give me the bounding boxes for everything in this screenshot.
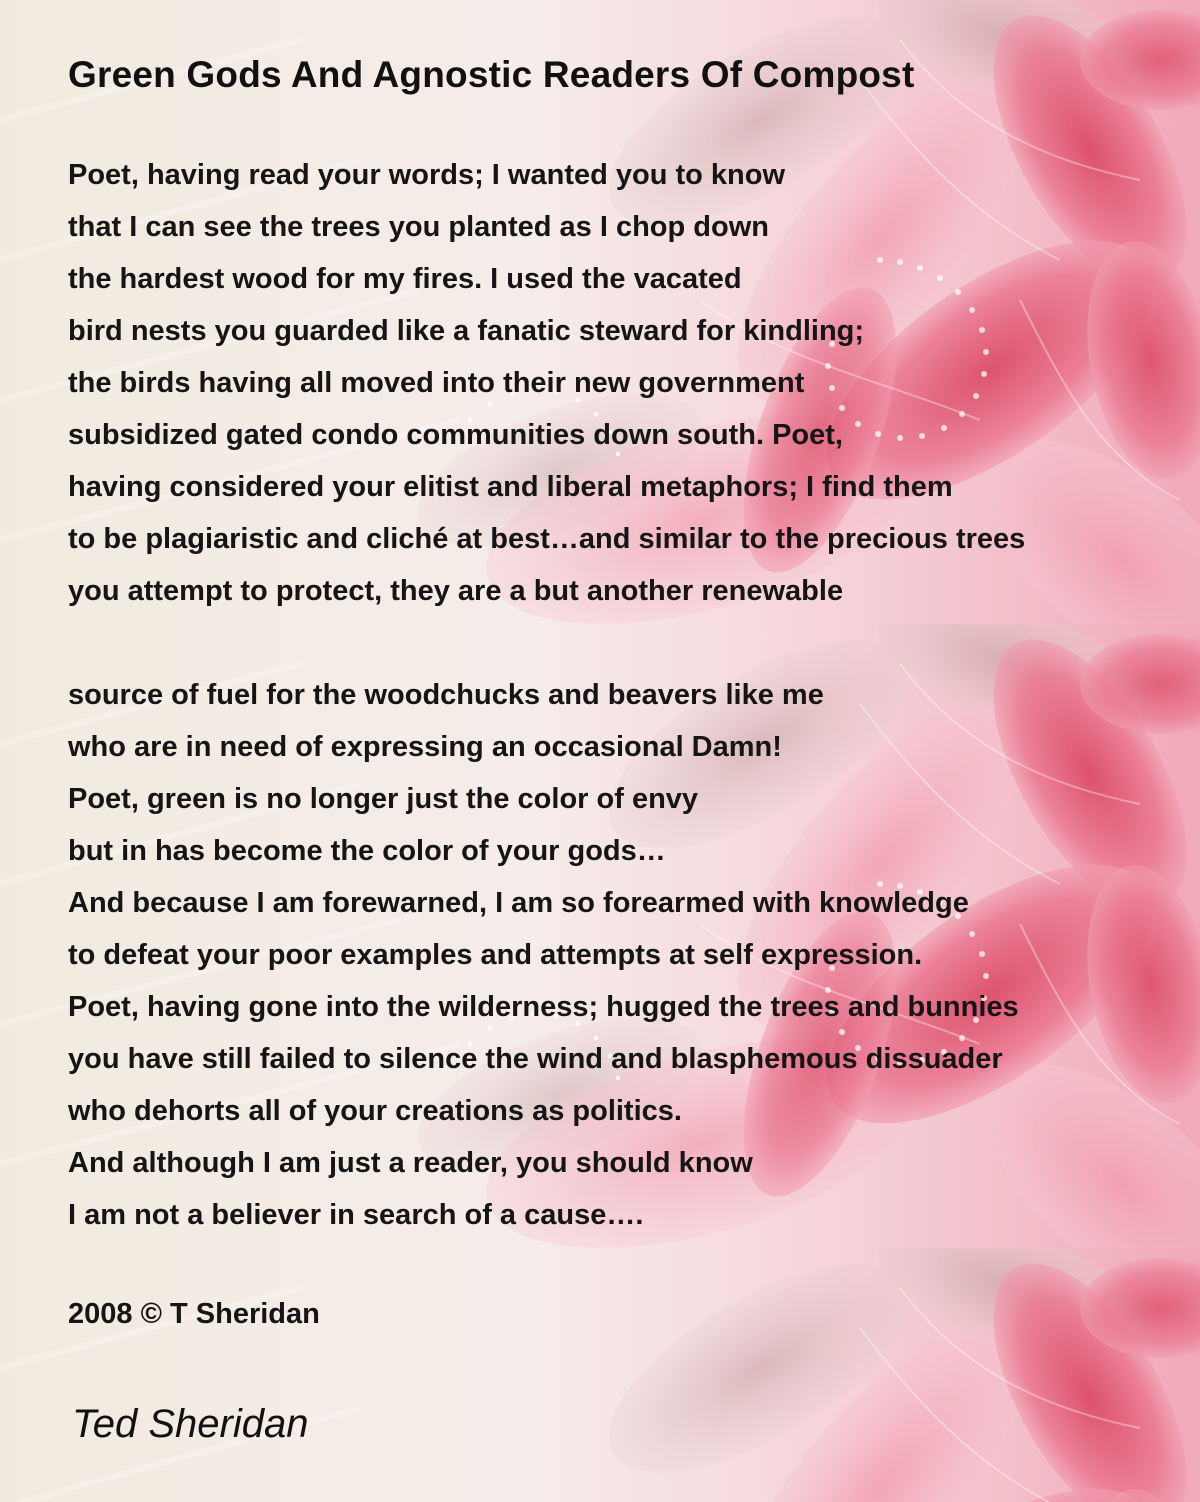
poem-line: having considered your elitist and liberal metaphors; I find them (68, 471, 953, 503)
poem-line: the hardest wood for my fires. I used the vacated (68, 263, 742, 295)
poem-line: that I can see the trees you planted as I chop down (68, 211, 769, 243)
copyright-notice: 2008 © T Sheridan (68, 1298, 320, 1330)
poem-line: Poet, having gone into the wilderness; hugged the trees and bunnies (68, 991, 1019, 1023)
floral-background-band (0, 1248, 1200, 1502)
stanza (68, 154, 1025, 622)
poem-line: you have still failed to silence the wind and blasphemous dissuader (68, 1043, 1003, 1075)
poem-line: And because I am forewarned, I am so forearmed with knowledge (68, 887, 969, 919)
poem-line: I am not a believer in search of a cause…. (68, 1199, 644, 1231)
author-name: Ted Sheridan (72, 1402, 309, 1446)
poem-line: the birds having all moved into their new government (68, 367, 805, 399)
poem-title: Green Gods And Agnostic Readers Of Compost (68, 54, 915, 95)
poem-line: but in has become the color of your gods… (68, 835, 666, 867)
poem-line: subsidized gated condo communities down south. Poet, (68, 419, 843, 451)
floral-background-art (0, 1248, 1200, 1502)
poem-line: Poet, green is no longer just the color of envy (68, 783, 699, 815)
poem-line: who are in need of expressing an occasional Damn! (68, 731, 782, 763)
stanza (68, 674, 1019, 1246)
poem-line: to defeat your poor examples and attempts at self expression. (68, 939, 923, 971)
poem-line: who dehorts all of your creations as politics. (68, 1095, 682, 1127)
poem-line: bird nests you guarded like a fanatic steward for kindling; (68, 315, 865, 347)
poem-line: And although I am just a reader, you should know (68, 1147, 753, 1179)
poem-line: you attempt to protect, they are a but another renewable (68, 575, 844, 607)
poem-line: to be plagiaristic and cliché at best…and similar to the precious trees (68, 523, 1026, 555)
poem-line: Poet, having read your words; I wanted you to know (68, 159, 786, 191)
poem-line: source of fuel for the woodchucks and beavers like me (68, 679, 824, 711)
